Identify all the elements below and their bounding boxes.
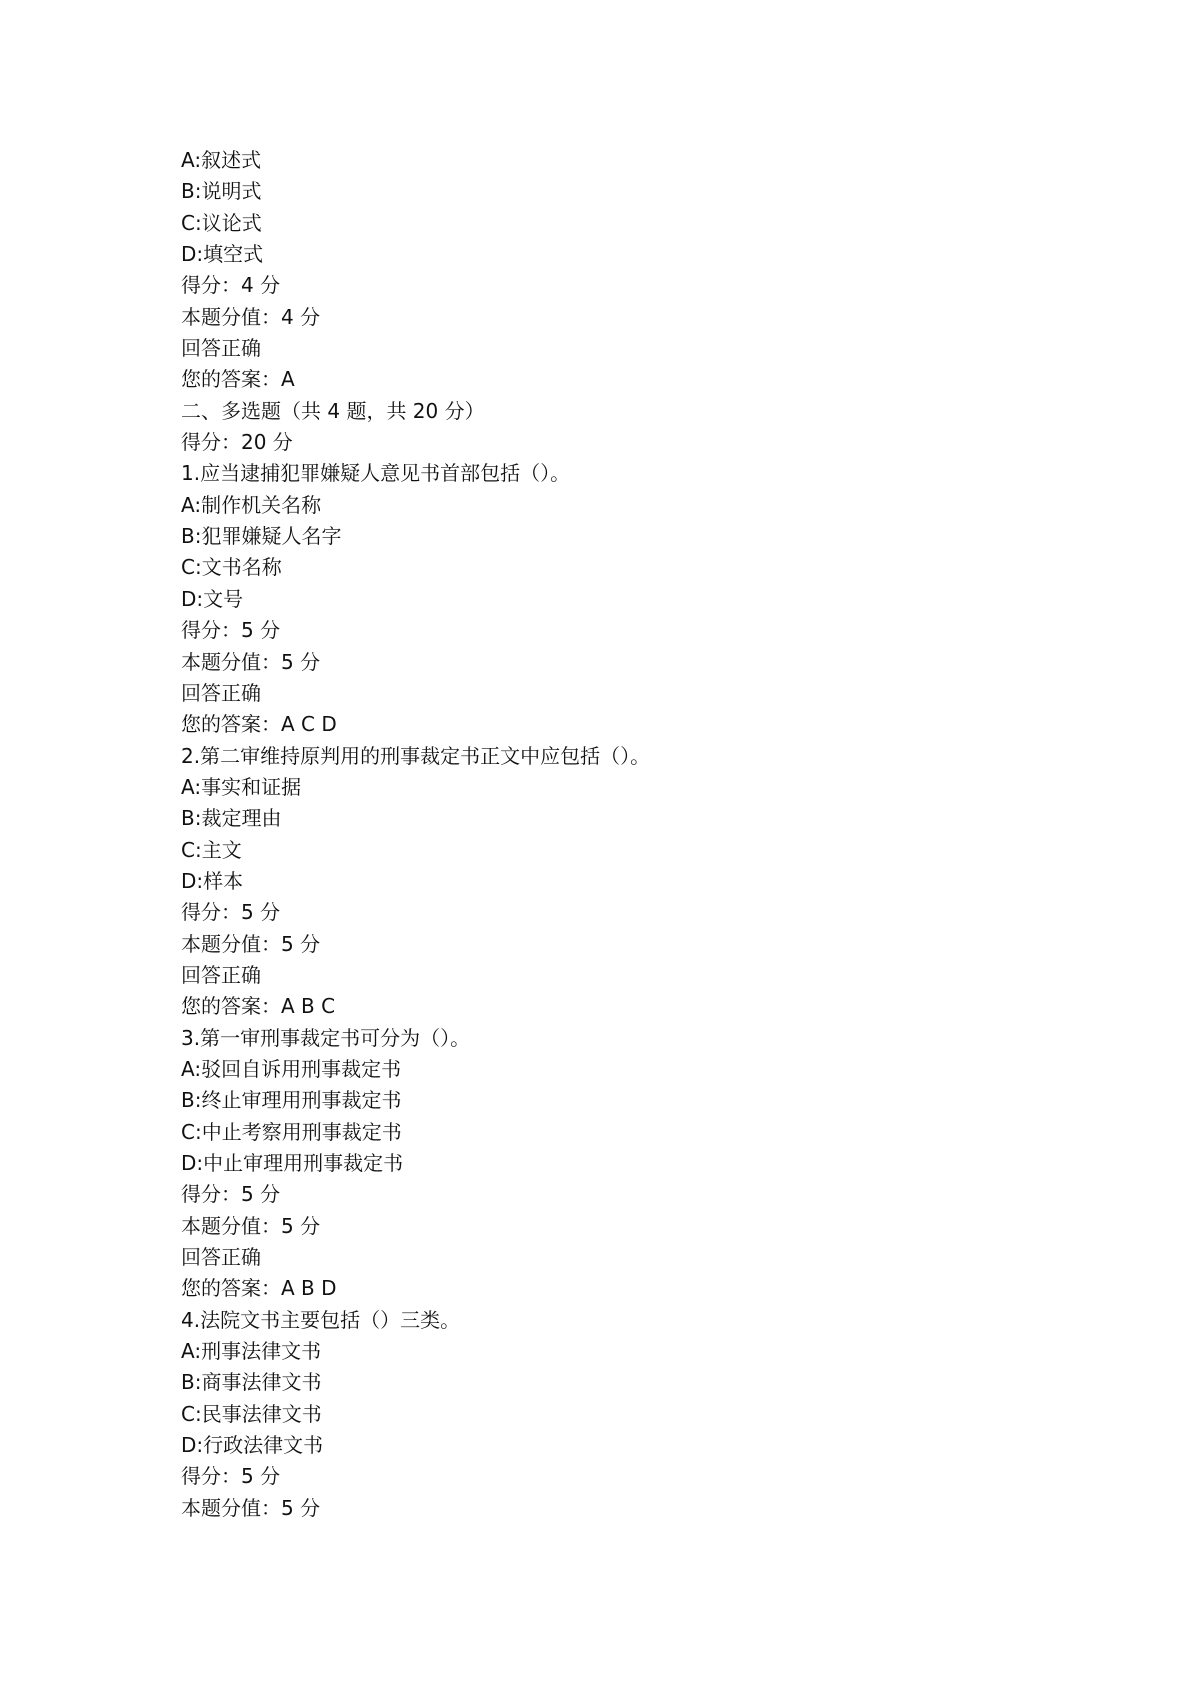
option-c: C:议论式 bbox=[181, 210, 262, 235]
option-a: A:事实和证据 bbox=[181, 774, 302, 799]
your-answer: 您的答案：A B C bbox=[181, 994, 336, 1019]
question-score: 得分：5 分 bbox=[181, 1464, 281, 1489]
document-content bbox=[181, 145, 1081, 1524]
option-c: C:主文 bbox=[181, 837, 242, 862]
question-stem: 1.应当逮捕犯罪嫌疑人意见书首部包括（）。 bbox=[181, 461, 571, 486]
question-2 bbox=[181, 741, 1081, 1023]
option-b: B:终止审理用刑事裁定书 bbox=[181, 1088, 402, 1113]
option-d: D:样本 bbox=[181, 868, 244, 893]
question-stem: 3.第一审刑事裁定书可分为（）。 bbox=[181, 1025, 471, 1050]
question-value: 本题分值：4 分 bbox=[181, 304, 321, 329]
option-a: A:刑事法律文书 bbox=[181, 1339, 322, 1364]
your-answer: 您的答案：A C D bbox=[181, 712, 337, 737]
option-d: D:行政法律文书 bbox=[181, 1433, 324, 1458]
answer-result: 回答正确 bbox=[181, 680, 261, 705]
question-3 bbox=[181, 1023, 1081, 1305]
your-answer: 您的答案：A bbox=[181, 367, 295, 392]
question-stem: 2.第二审维持原判用的刑事裁定书正文中应包括（）。 bbox=[181, 743, 651, 768]
option-a: A:制作机关名称 bbox=[181, 492, 322, 517]
option-d: D:文号 bbox=[181, 586, 244, 611]
option-d: D:填空式 bbox=[181, 242, 264, 267]
section-score: 得分：20 分 bbox=[181, 430, 293, 455]
answer-result: 回答正确 bbox=[181, 962, 261, 987]
your-answer: 您的答案：A B D bbox=[181, 1276, 337, 1301]
question-4 bbox=[181, 1305, 1081, 1524]
option-c: C:民事法律文书 bbox=[181, 1401, 322, 1426]
question-stem: 4.法院文书主要包括（）三类。 bbox=[181, 1307, 461, 1332]
question-value: 本题分值：5 分 bbox=[181, 931, 321, 956]
answer-result: 回答正确 bbox=[181, 1245, 261, 1270]
option-b: B:说明式 bbox=[181, 179, 262, 204]
option-b: B:犯罪嫌疑人名字 bbox=[181, 524, 342, 549]
question-1 bbox=[181, 458, 1081, 740]
question-value: 本题分值：5 分 bbox=[181, 649, 321, 674]
section-title: 二、多选题（共 4 题，共 20 分） bbox=[181, 398, 485, 423]
option-c: C:文书名称 bbox=[181, 555, 282, 580]
option-c: C:中止考察用刑事裁定书 bbox=[181, 1119, 402, 1144]
option-a: A:驳回自诉用刑事裁定书 bbox=[181, 1056, 402, 1081]
option-b: B:裁定理由 bbox=[181, 806, 282, 831]
option-a: A:叙述式 bbox=[181, 148, 262, 172]
question-value: 本题分值：5 分 bbox=[181, 1213, 321, 1238]
question-score: 得分：5 分 bbox=[181, 900, 281, 925]
section-multiple-choice bbox=[181, 396, 1081, 459]
question-value: 本题分值：5 分 bbox=[181, 1495, 321, 1520]
option-d: D:中止审理用刑事裁定书 bbox=[181, 1151, 404, 1175]
option-b: B:商事法律文书 bbox=[181, 1370, 322, 1395]
question-score: 得分：5 分 bbox=[181, 618, 281, 643]
question-score: 得分：4 分 bbox=[181, 273, 281, 298]
question-prev bbox=[181, 145, 1081, 396]
answer-result: 回答正确 bbox=[181, 336, 261, 361]
question-score: 得分：5 分 bbox=[181, 1182, 281, 1207]
